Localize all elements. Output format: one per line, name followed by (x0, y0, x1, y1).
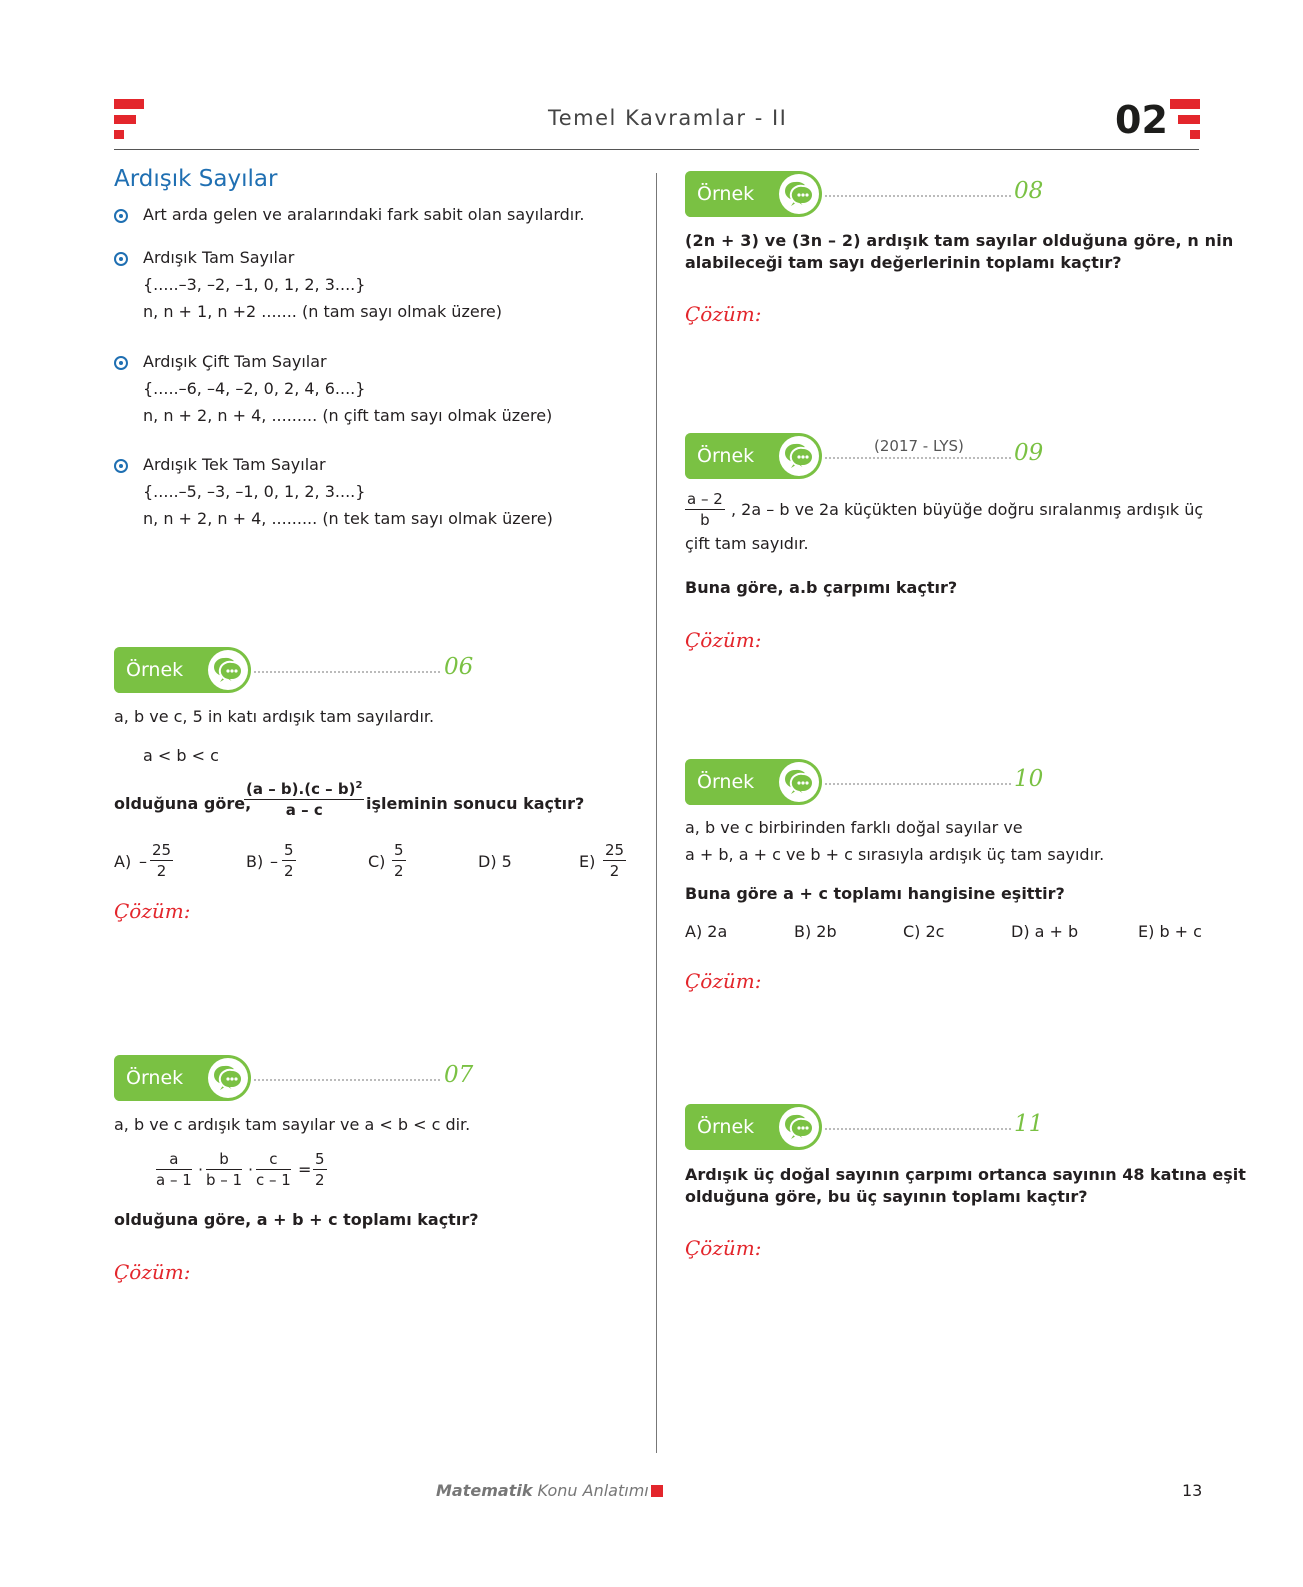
header-divider (114, 149, 1199, 150)
group-name: Ardışık Tam Sayılar (143, 248, 295, 267)
option-e-fraction: $\frac{25}{2}$ (605, 841, 625, 880)
footer-marker (651, 1485, 663, 1497)
option-a-fraction: $\frac{25}{2}$ (152, 841, 172, 880)
dotted-leader (254, 1079, 440, 1081)
speech-bubbles-icon (779, 436, 819, 476)
option-d: D) a + b (1011, 922, 1079, 941)
example-badge (685, 1104, 822, 1150)
option-c-fraction: $\frac{5}{2}$ (394, 841, 404, 880)
bullet-icon (114, 459, 128, 473)
section-intro: Art arda gelen ve aralarındaki fark sabit olan sayılardır. (143, 205, 585, 224)
option-c: C) 2c (903, 922, 945, 941)
dotted-leader (825, 1128, 1011, 1130)
example-badge-label: Örnek (697, 1116, 755, 1138)
question-text: olduğuna göre, bu üç sayının toplamı kaçtır? (685, 1187, 1088, 1206)
example-text: a, b ve c, 5 in katı ardışık tam sayılardır. (114, 707, 435, 726)
equation-rhs: $\frac{5}{2}$ (315, 1150, 325, 1189)
speech-bubbles-icon (779, 174, 819, 214)
option-a-sign: – (139, 852, 147, 871)
option-a-label: A) (114, 852, 132, 871)
question-text: olduğuna göre, (114, 794, 252, 813)
example-text: a, b ve c birbirinden farklı doğal sayılar ve (685, 818, 1023, 837)
example-text: , 2a – b ve 2a küçükten büyüğe doğru sıralanmış ardışık üç (731, 500, 1204, 519)
question-fraction: $\frac{a - 2}{b}$ (687, 490, 723, 529)
example-text: çift tam sayıdır. (685, 534, 809, 553)
group-set: {.....–5, –3, –1, 0, 1, 2, 3....} (143, 482, 366, 501)
example-number: 08 (1014, 178, 1044, 204)
multiply-dot: · (198, 1160, 204, 1179)
example-badge (114, 647, 251, 693)
solution-label: Çözüm: (685, 302, 762, 326)
example-number: 06 (444, 654, 474, 680)
example-text: a, b ve c ardışık tam sayılar ve a < b < c dir. (114, 1115, 471, 1134)
group-name: Ardışık Tek Tam Sayılar (143, 455, 326, 474)
equation-fraction-c: $\frac{c}{c - 1}$ (256, 1150, 291, 1189)
bullet-icon (114, 356, 128, 370)
solution-label: Çözüm: (685, 1236, 762, 1260)
source-tag: (2017 - LYS) (874, 437, 964, 455)
expression-fraction: $\frac{(a - b).(c - b)^2}{a - c}$ (246, 780, 363, 819)
dotted-leader (825, 195, 1011, 197)
example-badge-label: Örnek (126, 659, 184, 681)
equation-fraction-b: $\frac{b}{b - 1}$ (206, 1150, 243, 1189)
bullet-icon (114, 209, 128, 223)
brand-logo-left (114, 99, 144, 139)
option-b: B) 2b (794, 922, 837, 941)
question-text: Buna göre a + c toplamı hangisine eşittir? (685, 884, 1065, 903)
option-c-label: C) (368, 852, 386, 871)
solution-label: Çözüm: (685, 628, 762, 652)
example-number: 09 (1014, 440, 1044, 466)
speech-bubbles-icon (208, 650, 248, 690)
equation-fraction-a: $\frac{a}{a - 1}$ (156, 1150, 192, 1189)
option-a: A) 2a (685, 922, 728, 941)
footer-subject: Matematik Konu Anlatımı (436, 1481, 649, 1500)
example-text: a < b < c (143, 746, 219, 765)
example-badge-label: Örnek (697, 183, 755, 205)
question-text: işleminin sonucu kaçtır? (366, 794, 585, 813)
brand-logo-right (1170, 99, 1200, 139)
option-e-label: E) (579, 852, 596, 871)
group-form: n, n + 2, n + 4, ......... (n tek tam sayı olmak üzere) (143, 509, 553, 528)
dotted-leader (254, 671, 440, 673)
group-set: {.....–6, –4, –2, 0, 2, 4, 6....} (143, 379, 366, 398)
speech-bubbles-icon (779, 1107, 819, 1147)
example-number: 11 (1014, 1111, 1044, 1137)
chapter-number: 02 (1115, 98, 1168, 142)
multiply-dot: · (248, 1160, 254, 1179)
example-badge (685, 759, 822, 805)
question-text: olduğuna göre, a + b + c toplamı kaçtır? (114, 1210, 479, 1229)
option-b-sign: – (270, 852, 278, 871)
dotted-leader (825, 457, 1011, 459)
example-text: a + b, a + c ve b + c sırasıyla ardışık üç tam sayıdır. (685, 845, 1105, 864)
question-text: Buna göre, a.b çarpımı kaçtır? (685, 578, 958, 597)
example-number: 10 (1014, 766, 1044, 792)
example-badge (114, 1055, 251, 1101)
solution-label: Çözüm: (114, 1260, 191, 1284)
page-number: 13 (1182, 1481, 1203, 1500)
group-form: n, n + 2, n + 4, ......... (n çift tam sayı olmak üzere) (143, 406, 553, 425)
column-divider (656, 173, 657, 1453)
group-set: {.....–3, –2, –1, 0, 1, 2, 3....} (143, 275, 366, 294)
option-d-label: D) 5 (478, 852, 512, 871)
equals-sign: = (298, 1160, 312, 1179)
section-title: Ardışık Sayılar (114, 166, 278, 192)
example-number: 07 (444, 1062, 474, 1088)
example-badge-label: Örnek (697, 445, 755, 467)
page-header-title: Temel Kavramlar - II (548, 106, 788, 130)
example-badge-label: Örnek (126, 1067, 184, 1089)
speech-bubbles-icon (779, 762, 819, 802)
question-text: Ardışık üç doğal sayının çarpımı ortanca sayının 48 katına eşit (685, 1165, 1246, 1184)
group-name: Ardışık Çift Tam Sayılar (143, 352, 327, 371)
option-b-fraction: $\frac{5}{2}$ (284, 841, 294, 880)
solution-label: Çözüm: (114, 899, 191, 923)
question-text: (2n + 3) ve (3n – 2) ardışık tam sayılar olduğuna göre, n nin (685, 231, 1234, 250)
dotted-leader (825, 783, 1011, 785)
example-badge (685, 171, 822, 217)
speech-bubbles-icon (208, 1058, 248, 1098)
group-form: n, n + 1, n +2 ....... (n tam sayı olmak üzere) (143, 302, 502, 321)
question-text: alabileceği tam sayı değerlerinin toplamı kaçtır? (685, 253, 1122, 272)
solution-label: Çözüm: (685, 969, 762, 993)
example-badge (685, 433, 822, 479)
option-b-label: B) (246, 852, 264, 871)
bullet-icon (114, 252, 128, 266)
option-e: E) b + c (1138, 922, 1202, 941)
example-badge-label: Örnek (697, 771, 755, 793)
